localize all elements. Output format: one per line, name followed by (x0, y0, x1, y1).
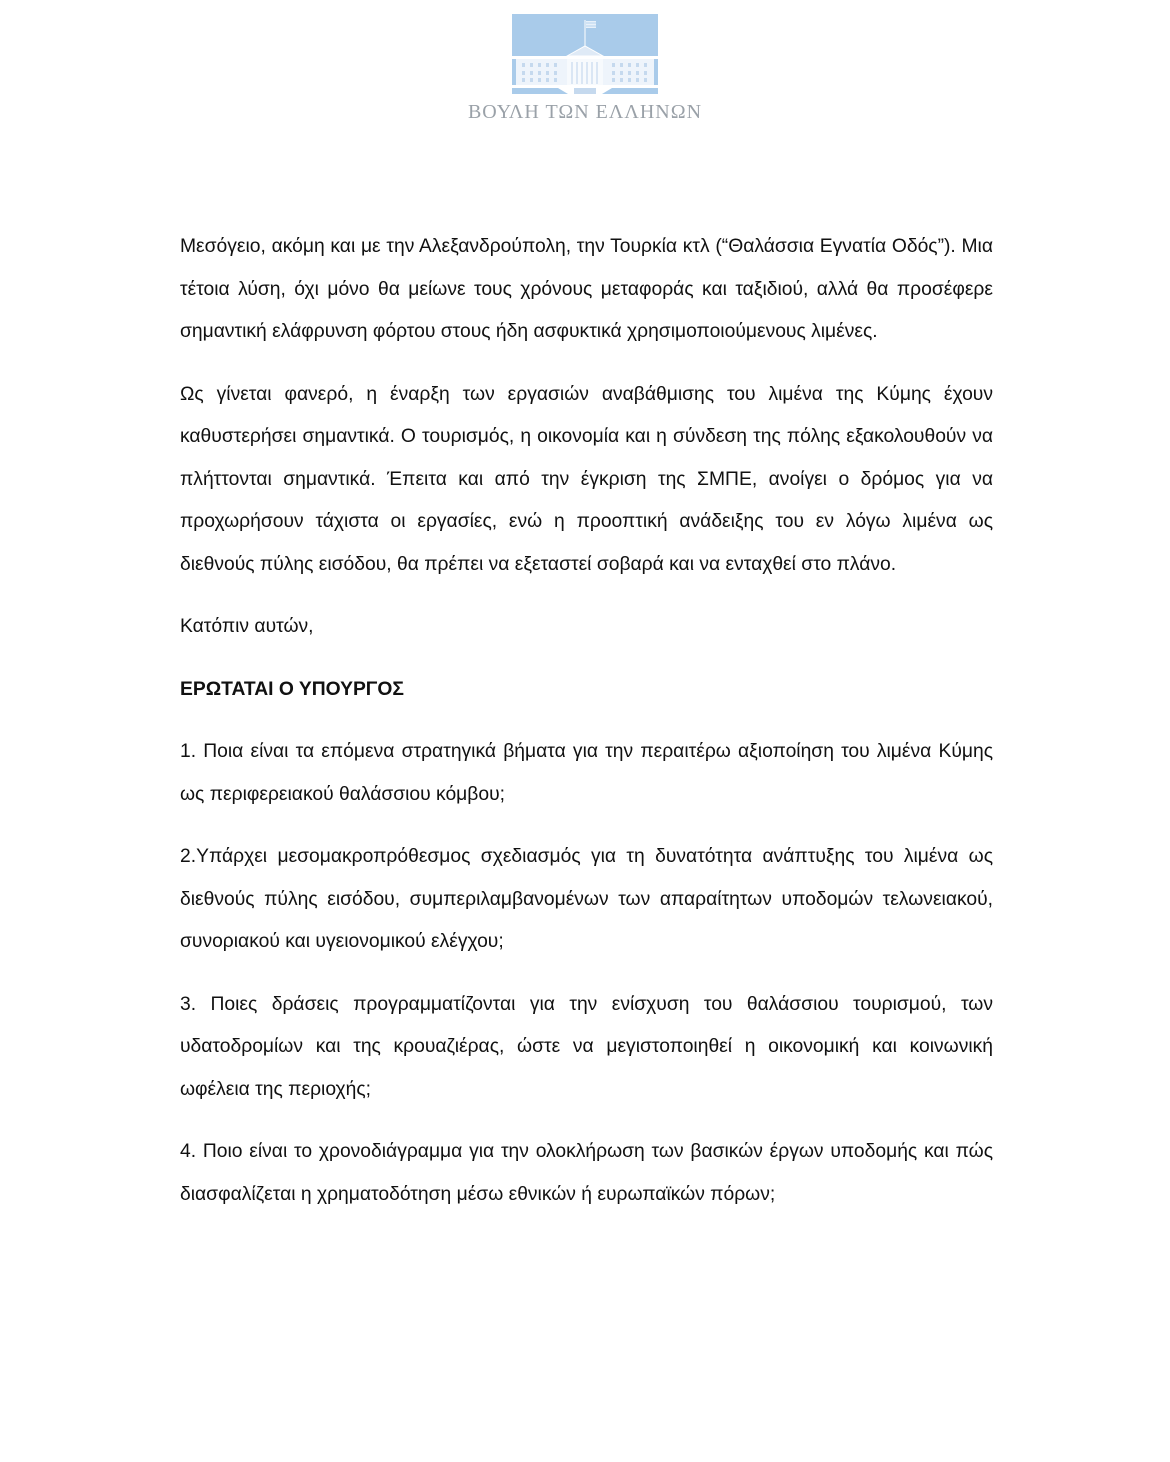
document-body (180, 226, 993, 1216)
question-item: 4. Ποιο είναι το χρονοδιάγραμμα για την ολοκλήρωση των βασικών έργων υποδομής και πώς διασφαλίζεται η χρηματοδότηση μέσω εθνικών ή ευρωπαϊκών πόρων; (180, 1141, 993, 1205)
body-paragraph: Μεσόγειο, ακόμη και με την Αλεξανδρούπολη, την Τουρκία κτλ (“Θαλάσσια Εγνατία Οδός”). Μια τέτοια λύση, όχι μόνο θα μείωνε τους χρόνους μεταφοράς και ταξιδιού, αλλά θα προσέφερε σημαντική ελάφρυνση φόρτου στους ήδη ασφυκτικά χρησιμοποιούμενους λιμένες. (180, 236, 993, 342)
question-item: 2.Υπάρχει μεσομακροπρόθεσμος σχεδιασμός για τη δυνατότητα ανάπτυξης του λιμένα ως διεθνούς πύλης εισόδου, συμπεριλαμβανομένων των απαραίτητων υποδομών τελωνειακού, συνοριακού και υγειονομικού ελέγχου; (180, 846, 993, 952)
section-heading: ΕΡΩΤΑΤΑΙ Ο ΥΠΟΥΡΓΟΣ (180, 678, 404, 700)
letterhead (0, 0, 1170, 135)
closing-phrase: Κατόπιν αυτών, (180, 616, 314, 637)
hellenic-parliament-building-icon (512, 14, 658, 94)
question-item: 3. Ποιες δράσεις προγραμματίζονται για την ενίσχυση του θαλάσσιου τουρισμού, των υδατοδρομίων και της κρουαζιέρας, ώστε να μεγιστοποιηθεί η οικονομική και κοινωνική ωφέλεια της περιοχής; (180, 993, 993, 1100)
body-paragraph: Ως γίνεται φανερό, η έναρξη των εργασιών αναβάθμισης του λιμένα της Κύμης έχουν καθυστερήσει σημαντικά. Ο τουρισμός, η οικονομία και η σύνδεση της πόλης εξακολουθούν να πλήττονται σημαντικά. Έπειτα και από την έγκριση της ΣΜΠΕ, ανοίγει ο δρόμος για να προχωρήσουν τάχιστα οι εργασίες, ενώ η προοπτική ανάδειξης του εν λόγω λιμένα ως διεθνούς πύλης εισόδου, θα πρέπει να εξεταστεί σοβαρά και να ενταχθεί στο πλάνο. (180, 383, 993, 575)
question-item: 1. Ποια είναι τα επόμενα στρατηγικά βήματα για την περαιτέρω αξιοποίηση του λιμένα Κύμης ως περιφερειακού θαλάσσιου κόμβου; (180, 741, 993, 805)
letterhead-caption: ΒΟΥΛΗ ΤΩΝ ΕΛΛΗΝΩΝ (467, 101, 703, 123)
